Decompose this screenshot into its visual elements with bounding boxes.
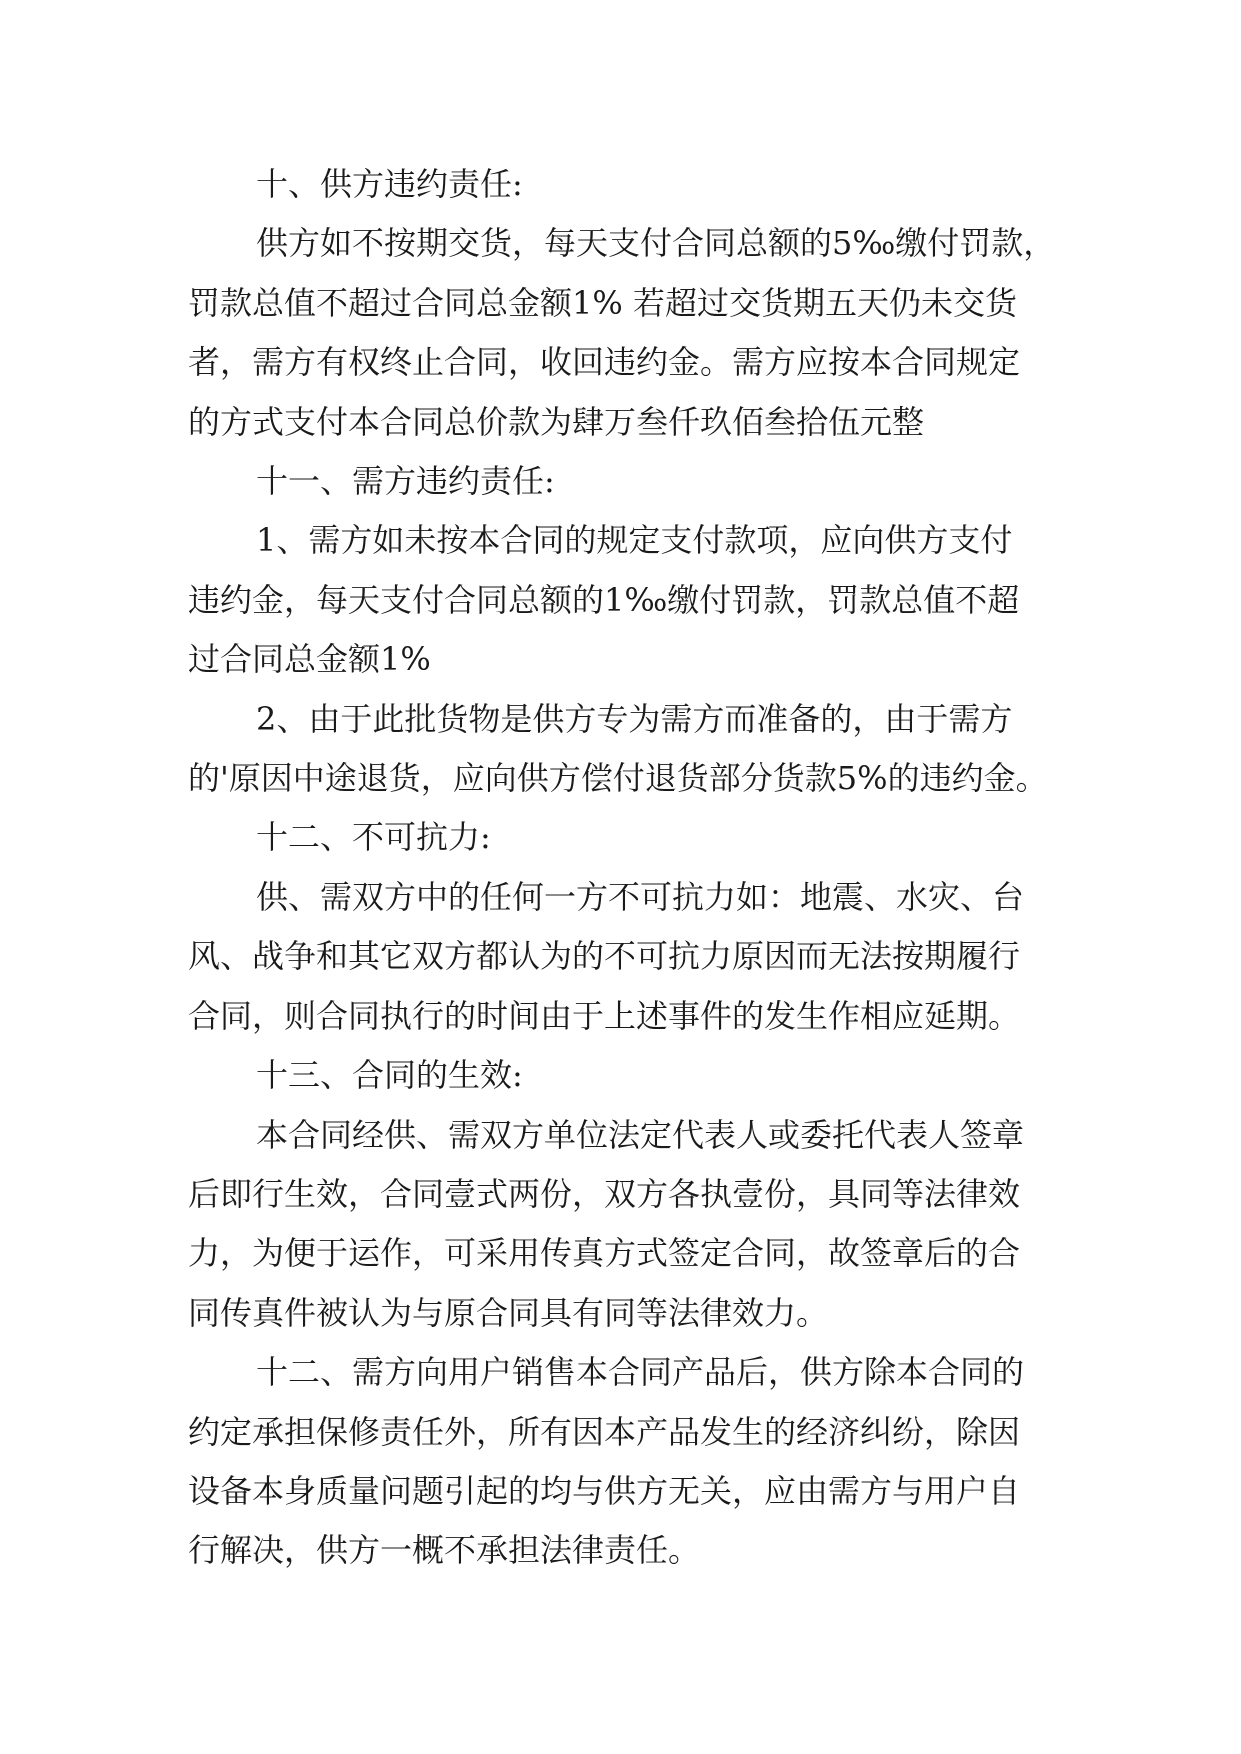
heading-supplier-liability: 十、供方违约责任: — [256, 165, 523, 203]
paragraph-buyer-liability-1: 1、需方如未按本合同的规定支付款项，应向供方支付 违约金，每天支付合同总额的1‰缴付罚款，罚款总值不超 过合同总金额1% — [188, 521, 1020, 679]
heading-effectiveness: 十三、合同的生效: — [256, 1056, 523, 1095]
heading-force-majeure: 十二、不可抗力: — [256, 818, 491, 857]
paragraph-after-sales: 十二、需方向用户销售本合同产品后，供方除本合同的 约定承担保修责任外，所有因本产品发生的经济纠纷，除因 设备本身质量问题引起的均与供方无关，应由需方与用户自 行解决，供方一概不承担法律责任。 — [188, 1353, 1025, 1570]
paragraph-buyer-liability-2: 2、由于此批货物是供方专为需方而准备的，由于需方 的'原因中途退货，应向供方偿付退货部分货款5%的违约金。 — [188, 699, 1048, 798]
paragraph-force-majeure: 供、需双方中的任何一方不可抗力如：地震、水灾、台 风、战争和其它双方都认为的不可抗力原因而无法按期履行 合同，则合同执行的时间由于上述事件的发生作相应延期。 — [188, 877, 1025, 1035]
paragraph-supplier-liability: 供方如不按期交货，每天支付合同总额的5‰缴付罚款， 罚款总值不超过合同总金额1% 若超过交货期五天仍未交货 者，需方有权终止合同，收回违约金。需方应按本合同规定 的方式支付本合同总价款为肆万叁仟玖佰叁拾伍元整 — [188, 224, 1056, 441]
heading-buyer-liability: 十一、需方违约责任: — [256, 462, 555, 501]
paragraph-effectiveness: 本合同经供、需双方单位法定代表人或委托代表人签章 后即行生效，合同壹式两份，双方各执壹份，具同等法律效 力，为便于运作，可采用传真方式签定合同，故签章后的合 同传真件被认为与原合同具有同等法律效力。 — [188, 1115, 1025, 1332]
document-body — [188, 155, 1068, 1581]
